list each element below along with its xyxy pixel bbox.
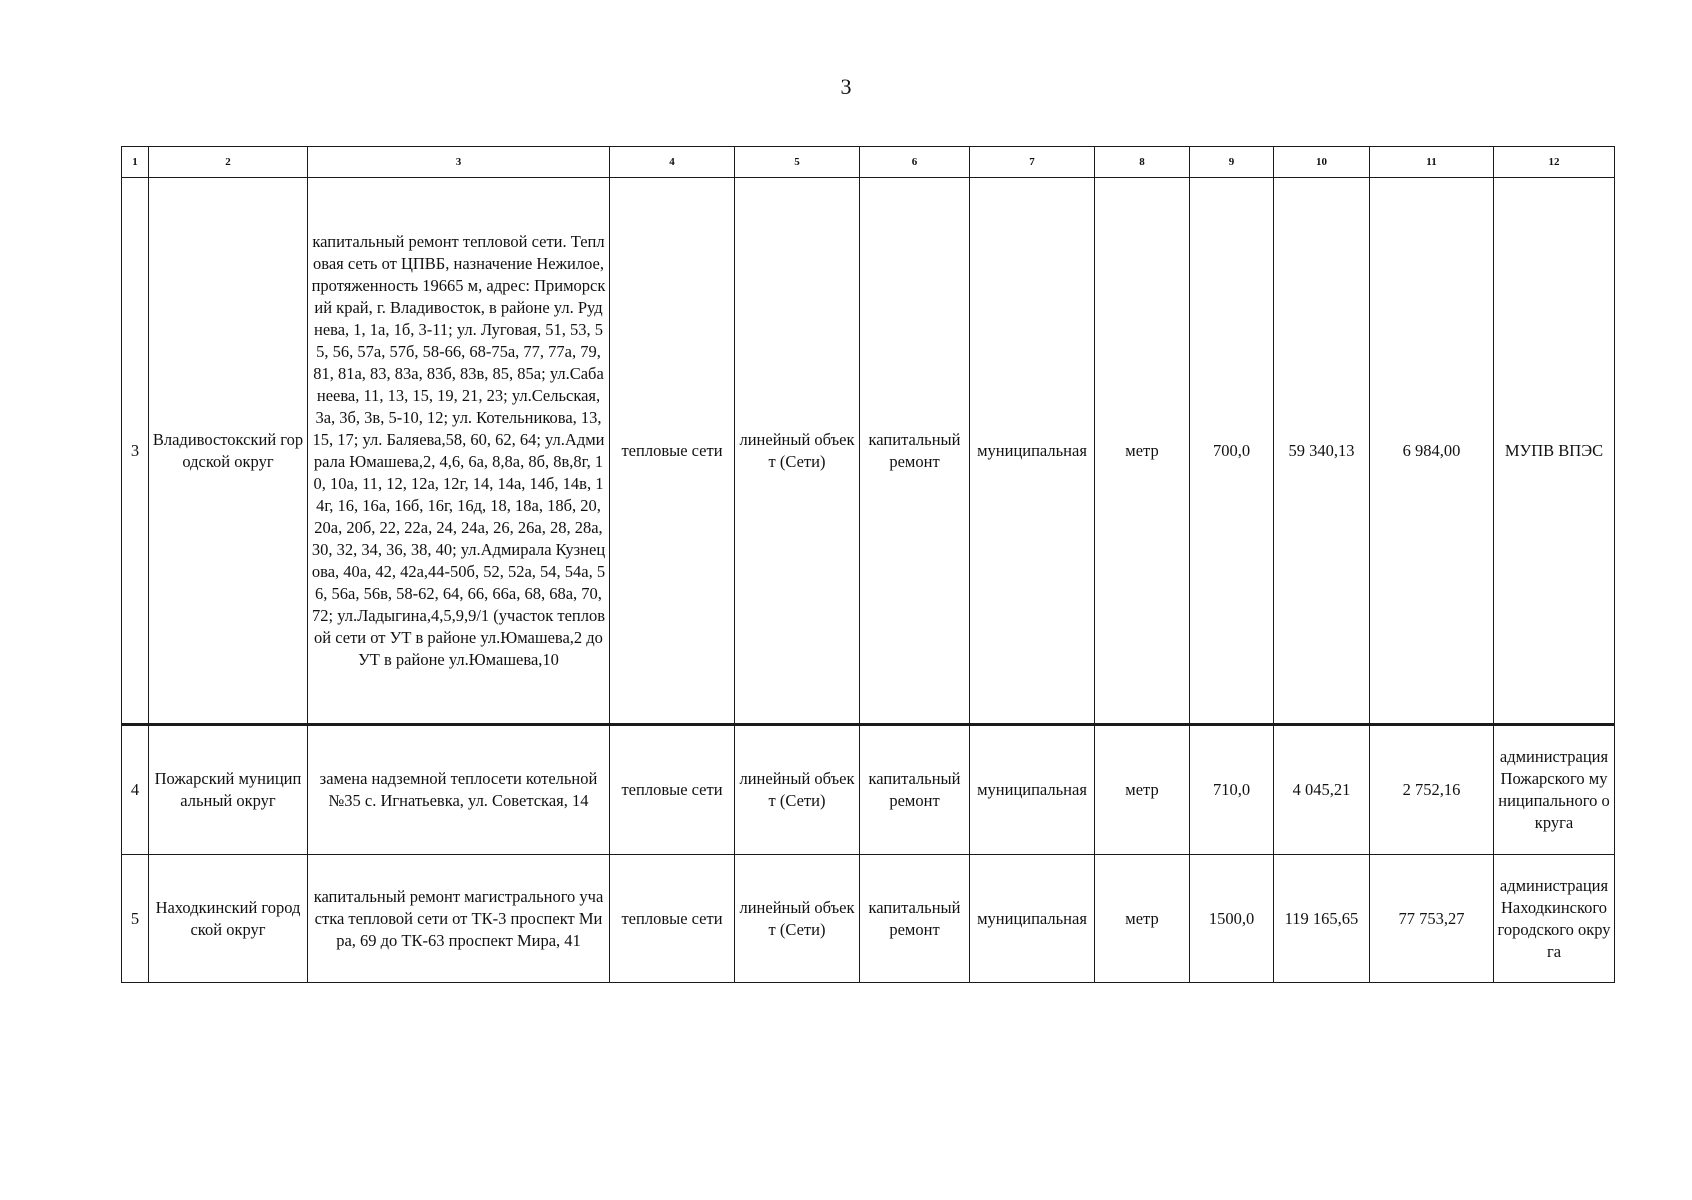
column-number-header: 11 [1370,147,1494,178]
ownership-cell: муниципальная [970,725,1095,855]
unit-cell: метр [1095,725,1190,855]
column-number-header: 5 [735,147,860,178]
object-type-cell: линейный объект (Сети) [735,725,860,855]
executor-cell: администрация Пожарского муниципального округа [1494,725,1615,855]
network-cell: тепловые сети [610,178,735,725]
executor-cell: администрация Находкинского городского округа [1494,855,1615,983]
description-cell: капитальный ремонт магистрального участка тепловой сети от ТК-3 проспект Мира, 69 до ТК-63 проспект Мира, 41 [308,855,610,983]
row-number: 3 [122,178,149,725]
cost-share-cell: 6 984,00 [1370,178,1494,725]
column-number-header: 4 [610,147,735,178]
description-cell: замена надземной теплосети котельной №35 с. Игнатьевка, ул. Советская, 14 [308,725,610,855]
work-type-cell: капитальный ремонт [860,725,970,855]
column-number-header: 9 [1190,147,1274,178]
work-type-cell: капитальный ремонт [860,855,970,983]
network-cell: тепловые сети [610,725,735,855]
quantity-cell: 700,0 [1190,178,1274,725]
column-number-header: 8 [1095,147,1190,178]
object-type-cell: линейный объект (Сети) [735,855,860,983]
column-number-header: 2 [149,147,308,178]
quantity-cell: 1500,0 [1190,855,1274,983]
column-number-header: 7 [970,147,1095,178]
executor-cell: МУПВ ВПЭС [1494,178,1615,725]
table-row [122,725,1615,855]
cost-share-cell: 2 752,16 [1370,725,1494,855]
network-cell: тепловые сети [610,855,735,983]
object-type-cell: линейный объект (Сети) [735,178,860,725]
row-number: 4 [122,725,149,855]
cost-share-cell: 77 753,27 [1370,855,1494,983]
column-number-header: 1 [122,147,149,178]
cost-total-cell: 59 340,13 [1274,178,1370,725]
cost-total-cell: 4 045,21 [1274,725,1370,855]
table-row [122,855,1615,983]
unit-cell: метр [1095,855,1190,983]
column-number-header: 3 [308,147,610,178]
unit-cell: метр [1095,178,1190,725]
column-number-header: 10 [1274,147,1370,178]
ownership-cell: муниципальная [970,855,1095,983]
column-number-header: 6 [860,147,970,178]
district-cell: Пожарский муниципальный округ [149,725,308,855]
column-number-header: 12 [1494,147,1615,178]
works-table [121,146,1615,983]
description-cell: капитальный ремонт тепловой сети. Тепловая сеть от ЦПВБ, назначение Нежилое, протяженность 19665 м, адрес: Приморский край, г. Владивосток, в районе ул. Руднева, 1, 1а, 1б, 3-11; ул. Луговая, 51, 53, 55, 56, 57а, 57б, 58-66, 68-75а, 77, 77а, 79, 81, 81а, 83, 83а, 83б, 83в, 85, 85а; ул.Сабанеева, 11, 13, 15, 19, 21, 23; ул.Сельская, 3а, 3б, 3в, 5-10, 12; ул. Котельникова, 13, 15, 17; ул. Баляева,58, 60, 62, 64; ул.Адмирала Юмашева,2, 4,6, 6а, 8,8а, 8б, 8в,8г, 10, 10а, 11, 12, 12а, 12г, 14, 14а, 14б, 14в, 14г, 16, 16а, 16б, 16г, 16д, 18, 18а, 18б, 20, 20а, 20б, 22, 22а, 24, 24а, 26, 26а, 28, 28а, 30, 32, 34, 36, 38, 40; ул.Адмирала Кузнецова, 40а, 42, 42а,44-50б, 52, 52а, 54, 54а, 56, 56а, 56в, 58-62, 64, 66, 66а, 68, 68а, 70, 72; ул.Ладыгина,4,5,9,9/1 (участок тепловой сети от УТ в районе ул.Юмашева,2 до УТ в районе ул.Юмашева,10 [308,178,610,725]
ownership-cell: муниципальная [970,178,1095,725]
quantity-cell: 710,0 [1190,725,1274,855]
work-type-cell: капитальный ремонт [860,178,970,725]
column-number-row [122,147,1615,178]
district-cell: Находкинский городской округ [149,855,308,983]
cost-total-cell: 119 165,65 [1274,855,1370,983]
table-row [122,178,1615,725]
row-number: 5 [122,855,149,983]
district-cell: Владивостокский городской округ [149,178,308,725]
page-number: 3 [840,74,852,99]
